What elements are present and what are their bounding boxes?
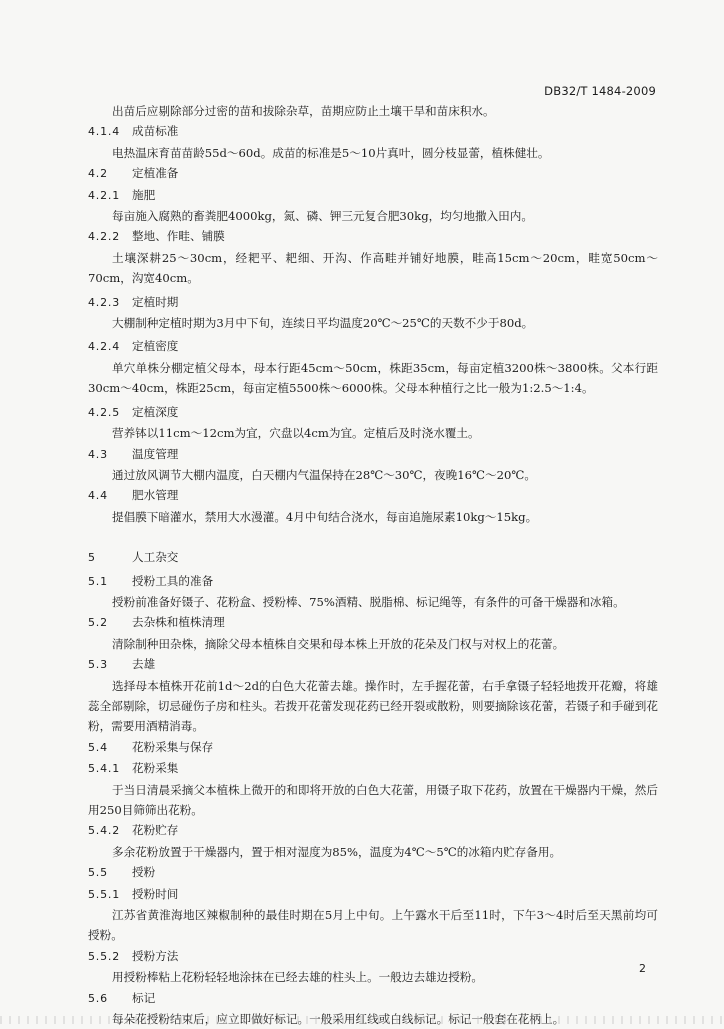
section-heading (88, 988, 658, 1009)
section-title: 授粉 (132, 865, 156, 880)
paragraph: 出苗后应剔除部分过密的苗和拔除杂草，苗期应防止土壤干旱和苗床积水。 (112, 104, 495, 118)
section-number: 4.3 (88, 447, 108, 461)
section-heading (88, 820, 658, 841)
paragraph: 营养钵以11cm～12cm为宜，穴盘以4cm为宜。定植后及时浇水覆土。 (112, 426, 480, 441)
section-title: 定植时期 (132, 294, 179, 309)
section-number: 5.4.1 (88, 762, 120, 776)
section-heading (88, 292, 658, 313)
paragraph: 单穴单株分棚定植父母本，母本行距45cm～50cm，株距35cm，每亩定植3200株～3800株。父本行距30cm～40cm，株距25cm，每亩定植5500株～6000株。父母本种植行之比一般为1:2.5～1:4。 (88, 360, 658, 396)
page-number: 2 (639, 962, 646, 975)
paragraph: 江苏省黄淮海地区辣椒制种的最佳时期在5月上中旬。上午露水干后至11时，下午3～4时后至天黑前均可授粉。 (88, 908, 658, 943)
section-title: 温度管理 (132, 446, 179, 461)
section-number: 4.1.4 (88, 125, 120, 139)
section-number: 5.4 (88, 740, 108, 754)
chapter-heading (88, 547, 658, 568)
section-number: 5.3 (88, 658, 108, 672)
section-heading (88, 758, 658, 779)
paragraph: 清除制种田杂株，摘除父母本植株自交果和母本株上开放的花朵及门权与对权上的花蕾。 (112, 636, 565, 651)
section-heading (88, 185, 658, 206)
section-number: 5.1 (88, 574, 108, 588)
document-body (88, 101, 658, 1029)
section-heading (88, 946, 658, 967)
paragraph: 每亩施入腐熟的畜粪肥4000kg，氮、磷、钾三元复合肥30kg，均匀地撒入田内。 (112, 209, 533, 224)
section-title: 定植密度 (132, 339, 179, 354)
section-heading (88, 485, 658, 506)
paragraph: 土壤深耕25～30cm，经耙平、耙细、开沟、作高畦并铺好地膜，畦高15cm～20cm，畦宽50cm～70cm，沟宽40cm。 (88, 250, 658, 286)
section-title: 定植深度 (132, 404, 179, 419)
section-heading (88, 444, 658, 465)
section-number: 4.2.5 (88, 405, 120, 419)
paragraph: 每朵花授粉结束后，应立即做好标记。一般采用红线或白线标记。标记一般套在花柄上。 (112, 1012, 565, 1027)
section-title: 花粉采集 (132, 761, 179, 776)
section-number: 5.5 (88, 866, 108, 880)
section-number: 4.2.1 (88, 188, 120, 202)
section-title: 花粉贮存 (132, 823, 179, 838)
section-title: 定植准备 (132, 166, 179, 181)
section-number: 5.2 (88, 616, 108, 630)
section-title: 标记 (132, 990, 156, 1005)
section-heading (88, 862, 658, 883)
section-title: 施肥 (132, 187, 156, 202)
paragraph: 多余花粉放置于干燥器内，置于相对湿度为85%，温度为4℃～5℃的冰箱内贮存备用。 (112, 844, 562, 859)
paragraph: 电热温床育苗苗龄55d～60d。成苗的标准是5～10片真叶，圆分枝显蕾，植株健壮。 (112, 145, 550, 160)
section-heading (88, 163, 658, 184)
section-title: 肥水管理 (132, 488, 179, 503)
section-number: 4.2.4 (88, 340, 120, 354)
section-number: 4.2.2 (88, 230, 120, 244)
section-title: 成苗标准 (132, 124, 179, 139)
section-title: 授粉时间 (132, 886, 179, 901)
section-title: 授粉方法 (132, 948, 179, 963)
section-heading (88, 402, 658, 423)
section-number: 5.5.1 (88, 887, 120, 901)
section-title: 去雄 (132, 657, 156, 672)
section-heading (88, 884, 658, 905)
paragraph: 大棚制种定植时期为3月中下旬，连续日平均温度20℃～25℃的天数不少于80d。 (112, 316, 534, 331)
section-number: 4.2 (88, 167, 108, 181)
section-number: 5 (88, 551, 96, 565)
section-number: 5.6 (88, 991, 108, 1005)
scan-noise (0, 1016, 724, 1024)
section-number: 5.4.2 (88, 824, 120, 838)
section-title: 人工杂交 (132, 550, 179, 565)
section-heading (88, 121, 658, 142)
paragraph: 授粉前准备好镊子、花粉盒、授粉棒、75%酒精、脱脂棉、标记绳等，有条件的可备干燥器和冰箱。 (112, 594, 625, 609)
section-number: 4.2.3 (88, 295, 120, 309)
section-heading (88, 226, 658, 247)
paragraph: 通过放风调节大棚内温度，白天棚内气温保持在28℃～30℃，夜晚16℃～20℃。 (112, 467, 536, 482)
section-heading (88, 654, 658, 675)
section-title: 整地、作畦、铺膜 (132, 229, 225, 244)
paragraph: 于当日清晨采摘父本植株上微开的和即将开放的白色大花蕾，用镊子取下花药，放置在干燥器内干燥，然后用250目筛筛出花粉。 (88, 782, 658, 817)
standard-code: DB32/T 1484-2009 (544, 84, 656, 98)
paragraph: 用授粉棒粘上花粉轻轻地涂抹在已经去雄的柱头上。一般边去雄边授粉。 (112, 970, 484, 985)
section-heading (88, 571, 658, 592)
section-number: 4.4 (88, 489, 108, 503)
section-title: 花粉采集与保存 (132, 739, 214, 754)
section-heading (88, 612, 658, 633)
section-heading (88, 737, 658, 758)
section-title: 去杂株和植株清理 (132, 615, 225, 630)
section-number: 5.5.2 (88, 949, 120, 963)
paragraph: 提倡膜下暗灌水，禁用大水漫灌。4月中旬结合浇水，每亩追施尿素10kg～15kg。 (112, 509, 538, 524)
paragraph: 选择母本植株开花前1d～2d的白色大花蕾去雄。操作时，左手握花蕾，右手拿镊子轻轻地拨开花瓣，将雄蕊全部剔除，切忌碰伤子房和柱头。若拨开花蕾发现花药已经开裂或散粉，则要摘除该花蕾，若镊子和手碰到花粉，需要用酒精消毒。 (88, 678, 658, 734)
section-heading (88, 336, 658, 357)
section-title: 授粉工具的准备 (132, 573, 214, 588)
